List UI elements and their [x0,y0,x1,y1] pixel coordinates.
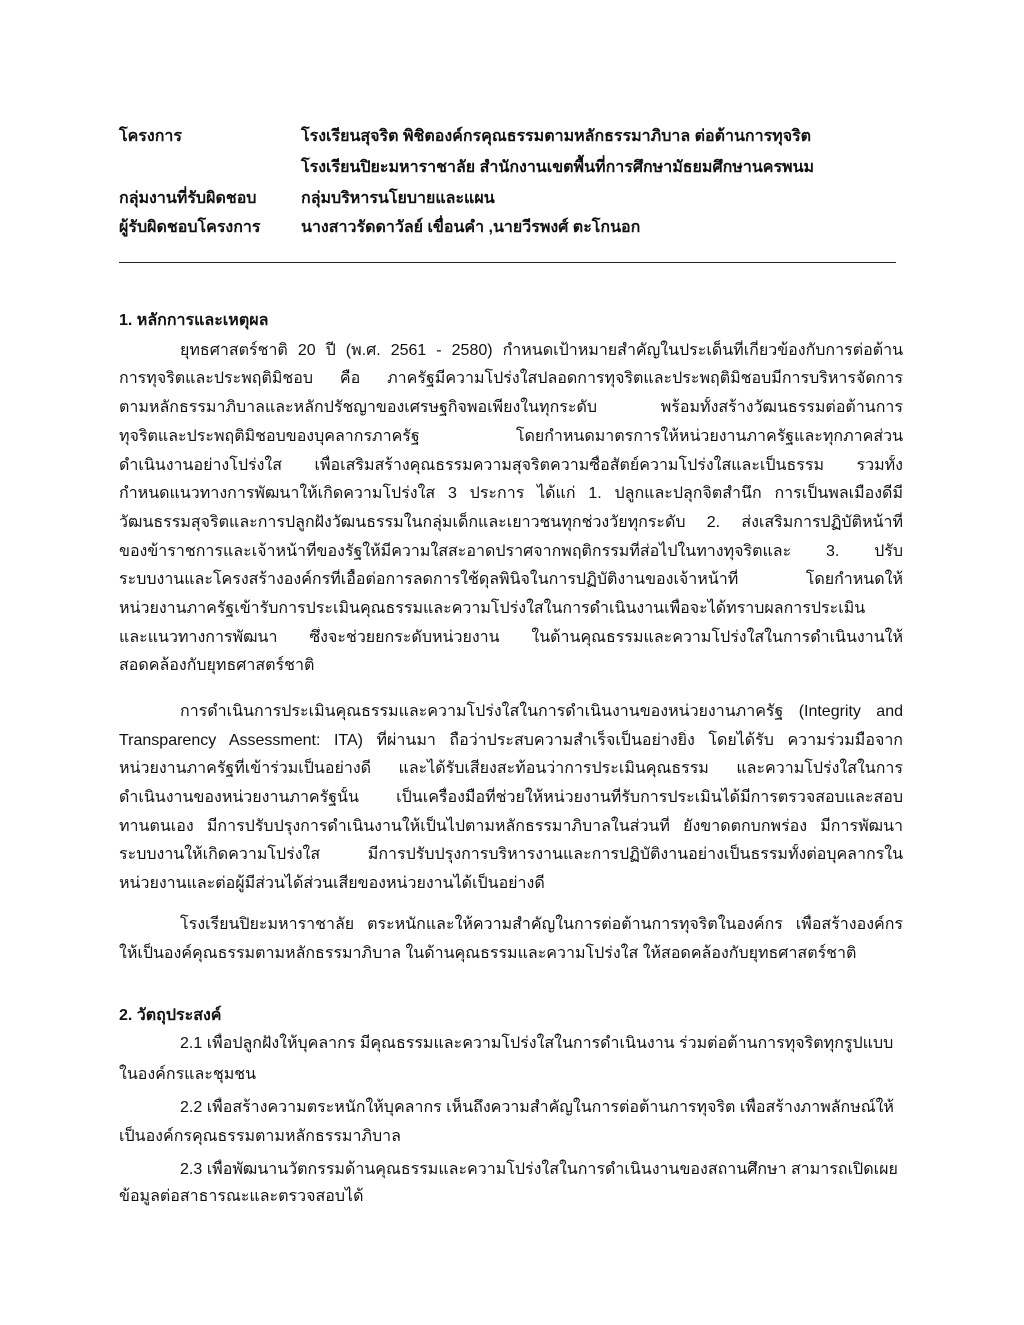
paragraph-line: ระบบงานให้เกิดความโปร่งใส มีการปรับปรุงการบริหารงานและการปฏิบัติงานอย่างเป็นธรรมทั้งต่อบุคลากรใน [119,846,903,863]
paragraph-line: โรงเรียนปิยะมหาราชาลัย ตระหนักและให้ความสำคัญในการต่อต้านการทุจริตในองค์กร เพื่อสร้างองค์กร [180,916,903,933]
paragraph-line: ระบบงานและโครงสร้างองค์กรที่เอื้อต่อการลดการใช้ดุลพินิจในการปฏิบัติงานของเจ้าหน้าที่ โดยกำหนดให้ [119,571,903,588]
paragraph-line: สอดคล้องกับยุทธศาสตร์ชาติ [119,657,315,674]
paragraph-line: Transparency Assessment: ITA) ที่ผ่านมา ถือว่าประสบความสำเร็จเป็นอย่างยิ่ง โดยได้รับ ความร่วมมือจาก [119,732,903,749]
paragraph-line: ในองค์กรและชุมชน [119,1066,257,1083]
paragraph-line: การทุจริตและประพฤติมิชอบ คือ ภาครัฐมีความโปร่งใสปลอดการทุจริตและประพฤติมิชอบมีการบริหารจัดการ [119,370,903,387]
paragraph-line: หน่วยงานและต่อผู้มีส่วนได้ส่วนเสียของหน่วยงานได้เป็นอย่างดี [119,875,545,892]
paragraph-line: ดำเนินงานของหน่วยงานภาครัฐนั้น เป็นเครื่องมือที่ช่วยให้หน่วยงานที่รับการประเมินได้มีการตรวจสอบและสอบ [119,789,903,806]
paragraph-line: และแนวทางการพัฒนา ซึ่งจะช่วยยกระดับหน่วยงาน ในด้านคุณธรรมและความโปร่งใสในการดำเนินงานให้ [119,629,903,646]
paragraph-line: การดำเนินการประเมินคุณธรรมและความโปร่งใสในการดำเนินงานของหน่วยงานภาครัฐ (Integrity and [180,703,903,720]
project-title-line-1: โรงเรียนสุจริต พิชิตองค์กรคุณธรรมตามหลักธรรมาภิบาล ต่อต้านการทุจริต [301,128,812,145]
paragraph-line: กำหนดแนวทางการพัฒนาให้เกิดความโปร่งใส 3 ประการ ได้แก่ 1. ปลูกและปลุกจิตสำนึก การเป็นพลเมืองดีมี [119,485,903,502]
project-label: โครงการ [119,128,182,145]
owner-label: ผู้รับผิดชอบโครงการ [119,219,261,236]
paragraph-line: ตามหลักธรรมาภิบาลและหลักปรัชญาของเศรษฐกิจพอเพียงในทุกระดับ พร้อมทั้งสร้างวัฒนธรรมต่อต้านการ [119,399,903,416]
group-value: กลุ่มบริหารนโยบายและแผน [301,190,495,207]
section-heading: 1. หลักการและเหตุผล [119,312,269,329]
paragraph-line: ทานตนเอง มีการปรับปรุงการดำเนินงานให้เป็นไปตามหลักธรรมาภิบาลในส่วนที่ ยังขาดตกบกพร่อง มีการพัฒนา [119,818,903,835]
paragraph-line: 2.2 เพื่อสร้างความตระหนักให้บุคลากร เห็นถึงความสำคัญในการต่อต้านการทุจริต เพื่อสร้างภาพลักษณ์ให้ [180,1099,894,1116]
paragraph-line: หน่วยงานภาครัฐที่เข้าร่วมเป็นอย่างดี และได้รับเสียงสะท้อนว่าการประเมินคุณธรรม และความโปร่งใสในการ [119,760,903,777]
paragraph-line: ข้อมูลต่อสาธารณะและตรวจสอบได้ [119,1188,364,1205]
group-label: กลุ่มงานที่รับผิดชอบ [119,190,257,207]
header-divider [119,262,896,263]
paragraph-line: ทุจริตและประพฤติมิชอบของบุคลากรภาครัฐ โดยกำหนดมาตรการให้หน่วยงานภาครัฐและทุกภาคส่วน [119,428,903,445]
paragraph-line: ให้เป็นองค์คุณธรรมตามหลักธรรมาภิบาล ในด้านคุณธรรมและความโปร่งใส ให้สอดคล้องกับยุทธศาสตร์ชาติ [119,945,857,962]
paragraph-line: ดำเนินงานอย่างโปร่งใส เพื่อเสริมสร้างคุณธรรมความสุจริตความซื่อสัตย์ความโปร่งใสและเป็นธรรม รวมทั้ง [119,457,903,474]
owner-value: นางสาวรัดดาวัลย์ เขื่อนคำ ,นายวีรพงศ์ ตะโกนอก [301,219,641,236]
paragraph-line: 2.3 เพื่อพัฒนานวัตกรรมด้านคุณธรรมและความโปร่งใสในการดำเนินงานของสถานศึกษา สามารถเปิดเผย [180,1161,898,1178]
paragraph-line: ยุทธศาสตร์ชาติ 20 ปี (พ.ศ. 2561 - 2580) กำหนดเป้าหมายสำคัญในประเด็นที่เกี่ยวข้องกับการต่อต้าน [180,342,903,359]
paragraph-line: วัฒนธรรมสุจริตและการปลูกฝังวัฒนธรรมในกลุ่มเด็กและเยาวชนทุกช่วงวัยทุกระดับ 2. ส่งเสริมการปฏิบัติหน้าที่ [119,514,903,531]
paragraph-line: 2.1 เพื่อปลูกฝังให้บุคลากร มีคุณธรรมและความโปร่งใสในการดำเนินงาน ร่วมต่อต้านการทุจริตทุกรูปแบบ [180,1035,894,1052]
project-title-line-2: โรงเรียนปิยะมหาราชาลัย สำนักงานเขตพื้นที่การศึกษามัธยมศึกษานครพนม [301,159,815,176]
paragraph-line: หน่วยงานภาครัฐเข้ารับการประเมินคุณธรรมและความโปร่งใสในการดำเนินงานเพื่อจะได้ทราบผลการประเมิน [119,600,866,617]
paragraph-line: เป็นองค์กรคุณธรรมตามหลักธรรมาภิบาล [119,1128,401,1145]
section-heading: 2. วัตถุประสงค์ [119,1007,222,1024]
paragraph-line: ของข้าราชการและเจ้าหน้าที่ของรัฐให้มีความใสสะอาดปราศจากพฤติกรรมที่ส่อไปในทางทุจริตและ 3. ปรับ [119,543,903,560]
